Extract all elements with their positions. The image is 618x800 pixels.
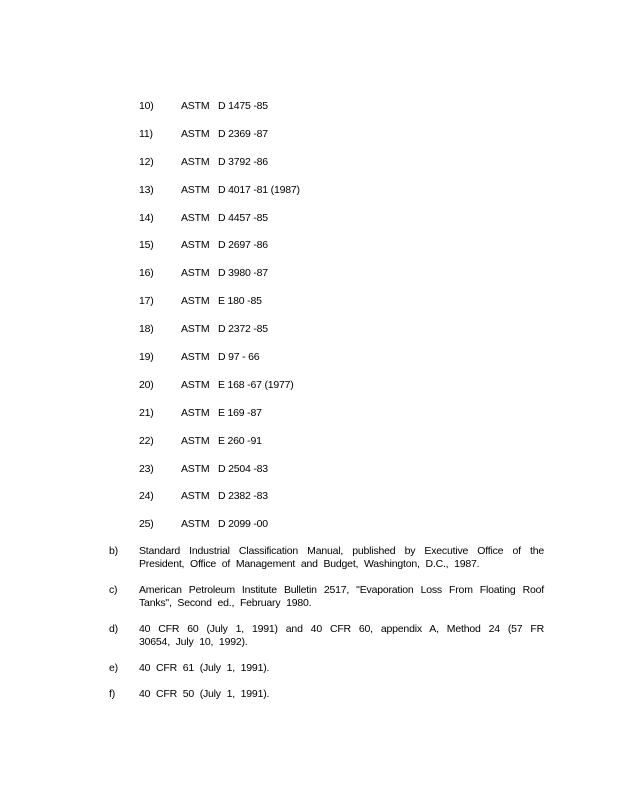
list-item (139, 407, 539, 435)
standard-org: ASTM (181, 462, 210, 475)
reference-letter: e) (109, 662, 118, 674)
reference-item (109, 688, 549, 701)
item-number: 15) (139, 239, 154, 252)
list-item (139, 351, 539, 379)
standard-org: ASTM (181, 351, 210, 364)
list-item (139, 518, 539, 546)
standard-code: E 168 -67 (1977) (218, 378, 294, 391)
standard-code: D 2372 -85 (218, 323, 268, 336)
item-number: 21) (139, 406, 154, 419)
references-list (109, 545, 549, 714)
list-item (139, 184, 539, 212)
standard-code: D 2099 -00 (218, 518, 268, 531)
item-number: 17) (139, 295, 154, 308)
reference-item (109, 545, 549, 571)
item-number: 11) (139, 127, 153, 140)
list-item (139, 379, 539, 407)
standard-code: E 169 -87 (218, 406, 262, 419)
list-item (139, 463, 539, 491)
item-number: 13) (139, 183, 154, 196)
standard-org: ASTM (181, 406, 210, 419)
standard-org: ASTM (181, 127, 210, 140)
standard-org: ASTM (181, 323, 210, 336)
list-item (139, 490, 539, 518)
standard-code: D 2369 -87 (218, 127, 268, 140)
standard-org: ASTM (181, 518, 210, 531)
standard-code: D 3792 -86 (218, 155, 268, 168)
standard-org: ASTM (181, 100, 210, 112)
list-item (139, 295, 539, 323)
item-number: 19) (139, 351, 154, 364)
reference-item (109, 623, 549, 649)
item-number: 12) (139, 155, 154, 168)
reference-letter: b) (109, 545, 118, 557)
standard-code: D 1475 -85 (218, 100, 268, 112)
standard-code: E 180 -85 (218, 295, 262, 308)
item-number: 20) (139, 378, 154, 391)
standard-org: ASTM (181, 211, 210, 224)
standard-org: ASTM (181, 183, 210, 196)
item-number: 24) (139, 490, 154, 503)
list-item (139, 156, 539, 184)
standard-code: D 4457 -85 (218, 211, 268, 224)
reference-text: 40 CFR 61 (July 1, 1991). (139, 662, 270, 674)
standard-org: ASTM (181, 378, 210, 391)
standard-code: D 2697 -86 (218, 239, 268, 252)
standard-code: D 2382 -83 (218, 490, 268, 503)
item-number: 14) (139, 211, 154, 224)
list-item (139, 128, 539, 156)
list-item (139, 100, 539, 128)
item-number: 18) (139, 323, 154, 336)
item-number: 25) (139, 518, 154, 531)
item-number: 23) (139, 462, 154, 475)
reference-letter: d) (109, 623, 118, 635)
list-item (139, 212, 539, 240)
reference-text: American Petroleum Institute Bulletin 2517, "Evaporation Loss From Floating Roof Tanks", Second ed., February 1980. (139, 584, 544, 609)
standard-org: ASTM (181, 434, 210, 447)
standard-code: D 4017 -81 (1987) (218, 183, 300, 196)
item-number: 16) (139, 267, 154, 280)
item-number: 22) (139, 434, 154, 447)
reference-text: 40 CFR 60 (July 1, 1991) and 40 CFR 60, appendix A, Method 24 (57 FR 30654, July 10, 1992). (139, 623, 544, 648)
list-item (139, 267, 539, 295)
reference-text: 40 CFR 50 (July 1, 1991). (139, 688, 270, 700)
standards-list (139, 100, 539, 546)
standard-org: ASTM (181, 295, 210, 308)
standard-org: ASTM (181, 155, 210, 168)
reference-item (109, 662, 549, 675)
standard-org: ASTM (181, 239, 210, 252)
list-item (139, 323, 539, 351)
list-item (139, 239, 539, 267)
reference-text: Standard Industrial Classification Manual, published by Executive Office of the President, Office of Management and Budget, Washington, D.C., 1987. (139, 545, 544, 570)
standard-code: E 260 -91 (218, 434, 262, 447)
reference-letter: c) (109, 584, 118, 596)
standard-code: D 2504 -83 (218, 462, 268, 475)
item-number: 10) (139, 100, 154, 112)
reference-letter: f) (109, 688, 116, 700)
standard-code: D 3980 -87 (218, 267, 268, 280)
standard-org: ASTM (181, 267, 210, 280)
standard-code: D 97 - 66 (218, 351, 260, 364)
standard-org: ASTM (181, 490, 210, 503)
reference-item (109, 584, 549, 610)
list-item (139, 435, 539, 463)
